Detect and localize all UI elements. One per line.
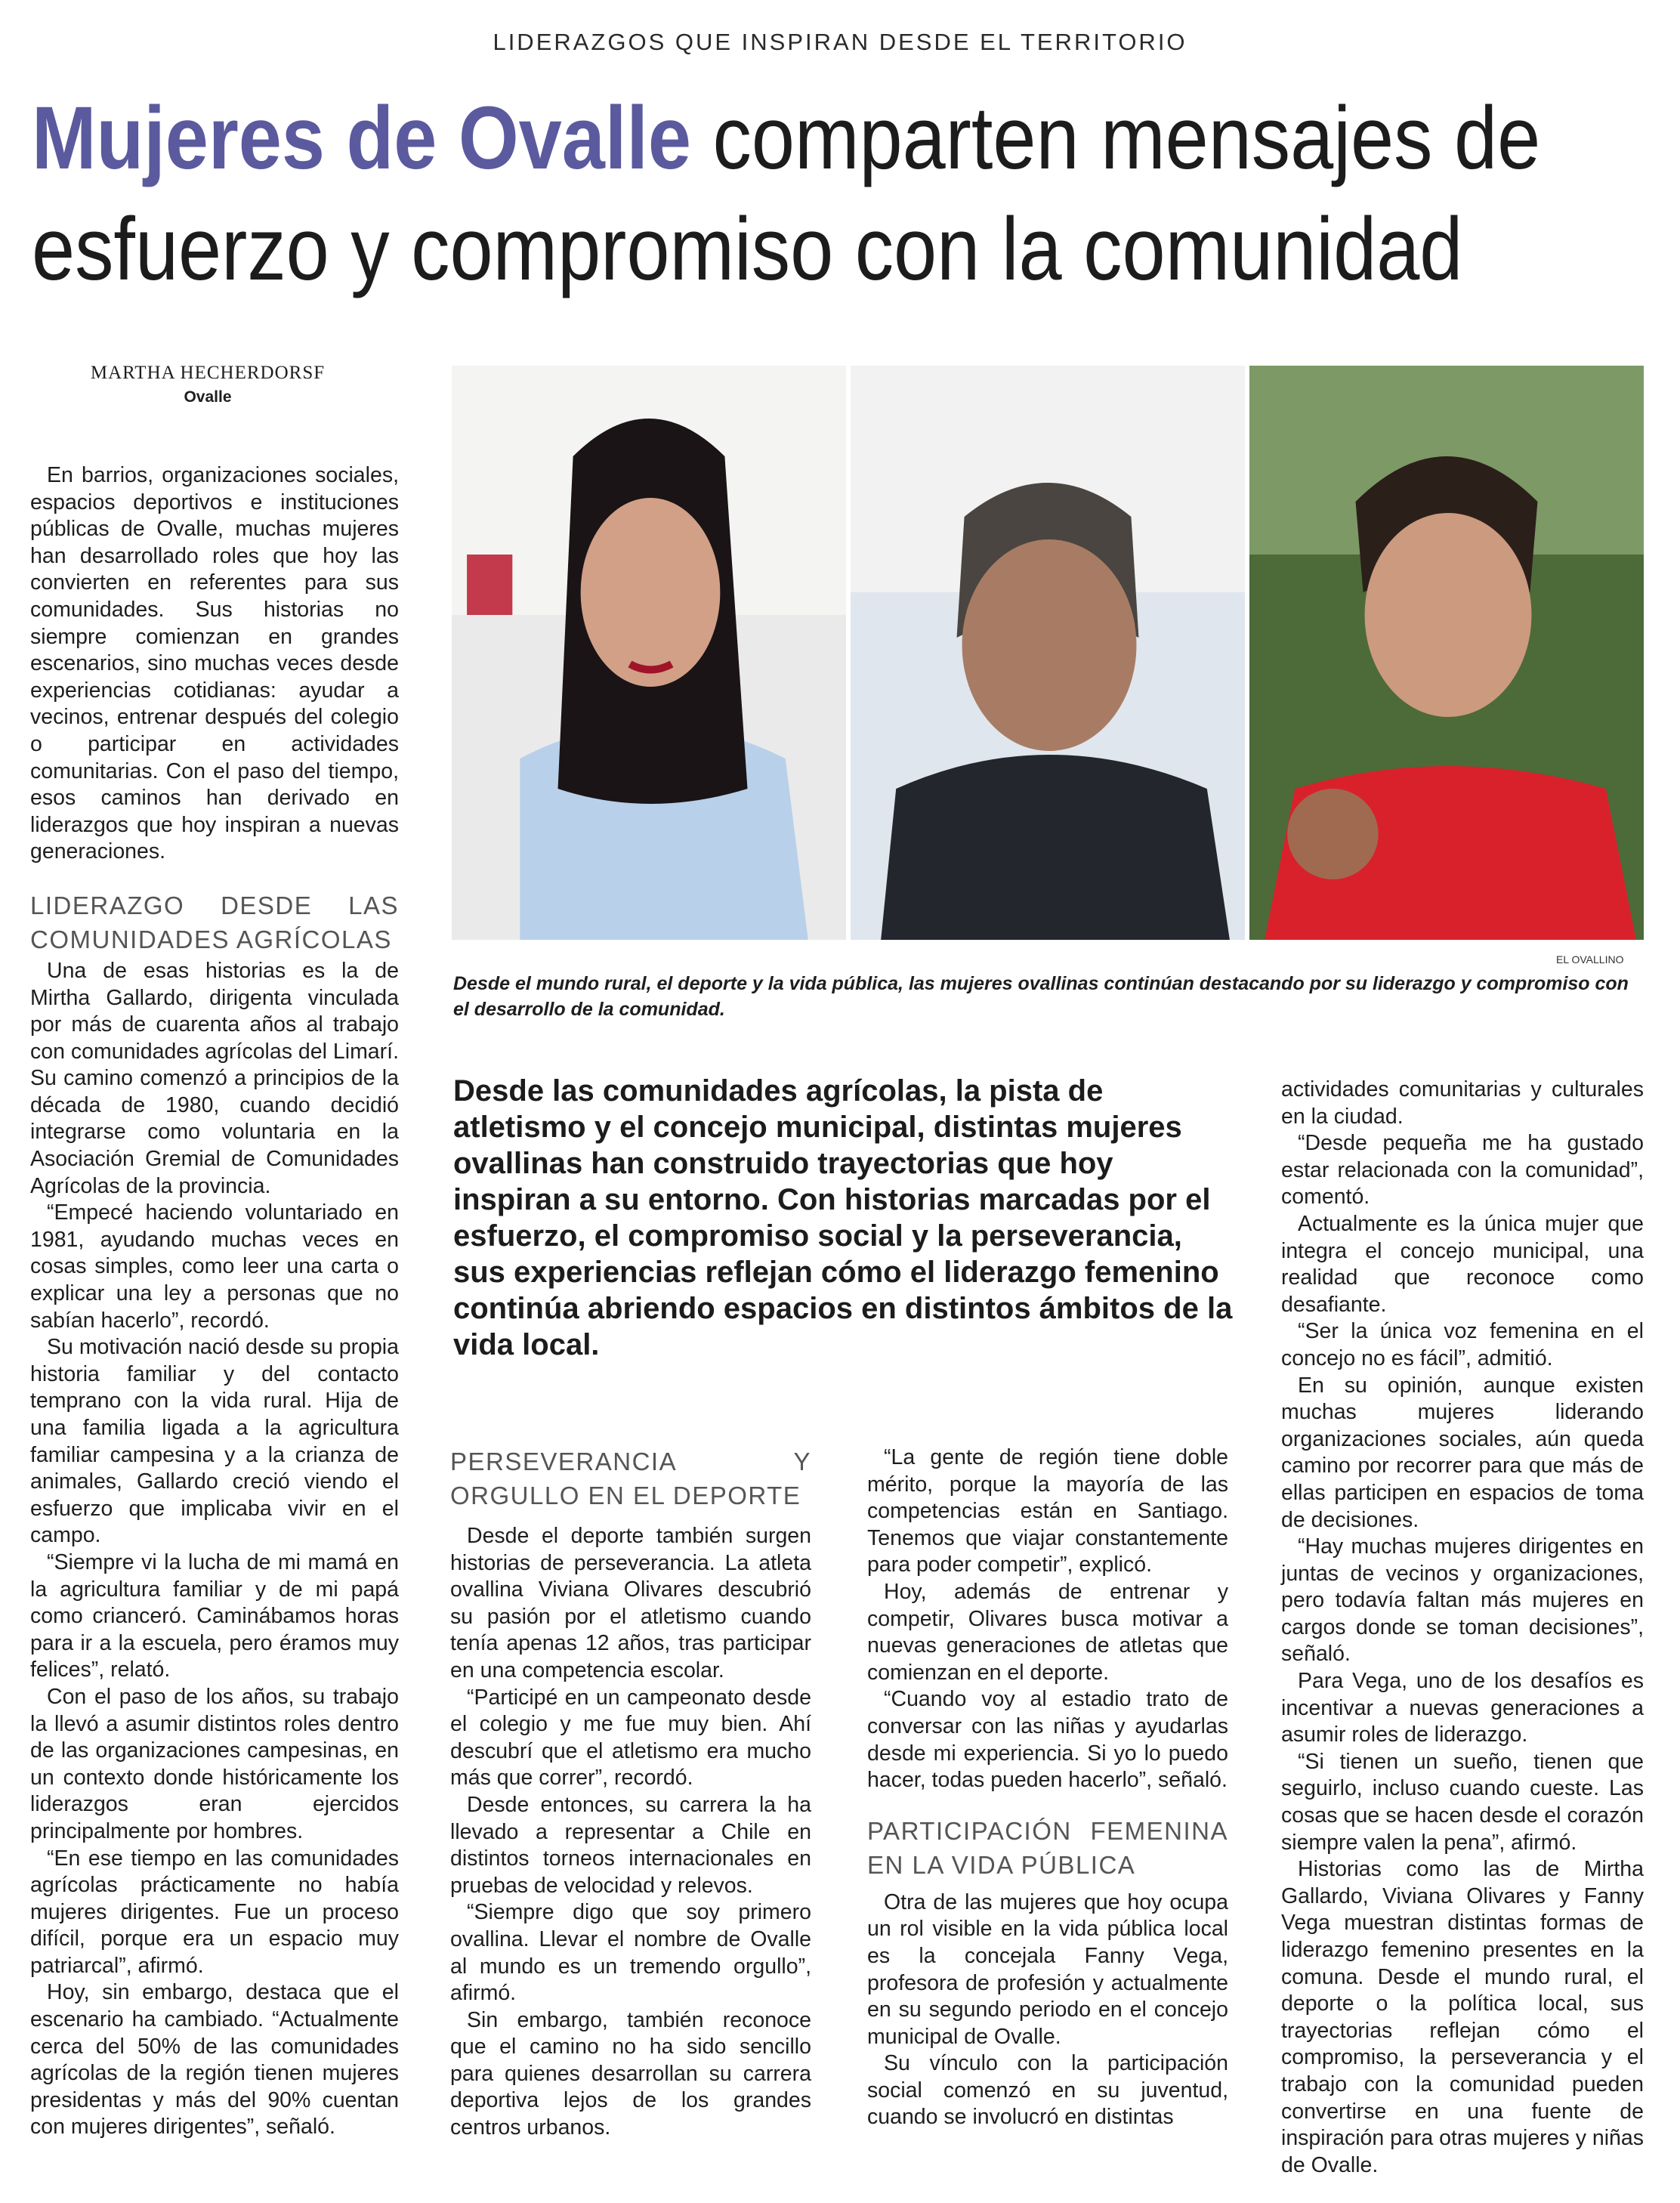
paragraph: “Siempre digo que soy primero ovallina. Llevar el nombre de Ovalle al mundo es un tremendo orgullo”, afirmó.: [450, 1900, 811, 2006]
paragraph: Sin embargo, también reconoce que el camino no ha sido sencillo para quienes desarrollan su carrera deportiva lejos de los grandes centros urbanos.: [450, 2007, 811, 2140]
paragraph: Hoy, sin embargo, destaca que el escenario ha cambiado. “Actualmente cerca del 50% de las comunidades agrícolas de la región tienen mujeres presidentas y más del 90% cuentan con mujeres dirigentes”, señaló.: [30, 1980, 399, 2140]
paragraph: Con el paso de los años, su trabajo la llevó a asumir distintos roles dentro de las organizaciones campesinas, en un contexto donde históricamente los liderazgos eran ejercidos principalmente por hombres.: [30, 1684, 399, 1843]
paragraph: Para Vega, uno de los desafíos es incentivar a nuevas generaciones a asumir roles de liderazgo.: [1281, 1669, 1644, 1747]
paragraph: “Desde pequeña me ha gustado estar relacionada con la comunidad”, comentó.: [1281, 1131, 1644, 1210]
photo-credit: EL OVALLINO: [1556, 953, 1624, 966]
headline-line-2: esfuerzo y compromiso con la comunidad: [32, 199, 1463, 299]
paragraph: Actualmente es la única mujer que integra el concejo municipal, una realidad que reconoce como desafiante.: [1281, 1211, 1644, 1317]
headline-line-1: [32, 82, 1541, 195]
photo-strip: [452, 366, 1644, 940]
column-4: [1281, 1077, 1644, 2179]
subhead-deporte: PERSEVERANCIA Y ORGULLO EN EL DEPORTE: [450, 1448, 811, 1509]
headline-line-1-rest: comparten mensajes de: [691, 88, 1541, 188]
paragraph: Otra de las mujeres que hoy ocupa un rol visible en la vida pública local es la concejala Fanny Vega, profesora de profesión y actualmente en su segundo periodo en el concejo municipal de Ovalle.: [867, 1889, 1228, 2049]
paragraph: Su motivación nació desde su propia historia familiar y del contacto temprano con la vida rural. Hija de una familia ligada a la agricultura familiar campesina y a la crianza de animales, Gallardo creció viendo el esfuerzo que implicaba vivir en el campo.: [30, 1335, 399, 1548]
intro-paragraph: En barrios, organizaciones sociales, espacios deportivos e instituciones públicas de Ovalle, muchas mujeres han desarrollado roles que hoy las convierten en referentes para sus comunidades. Sus historias no siempre comienzan en grandes escenarios, sino muchas veces desde experiencias cotidianas: ayudar a vecinos, entrenar después del colegio o participar en actividades comunitarias. Con el paso del tiempo, esos caminos han derivado en liderazgos que hoy inspiran a nuevas generaciones.: [30, 463, 399, 864]
paragraph: “Siempre vi la lucha de mi mamá en la agricultura familiar y de mi papá como crianceró. Caminábamos horas para ir a la escuela, pero éramos muy felices”, relató.: [30, 1550, 399, 1682]
paragraph: “Hay muchas mujeres dirigentes en juntas de vecinos y organizaciones, pero todavía faltan más mujeres en cargos donde se toman decisiones”, señaló.: [1281, 1534, 1644, 1667]
photo-mirtha: [452, 366, 846, 940]
continuation: actividades comunitarias y culturales en la ciudad.: [1281, 1077, 1644, 1129]
section-kicker: LIDERAZGOS QUE INSPIRAN DESDE EL TERRITORIO: [493, 29, 1187, 55]
paragraph: “Participé en un campeonato desde el colegio y me fue muy bien. Ahí descubrí que el atletismo era mucho más que correr”, recordó.: [450, 1685, 811, 1791]
column-3: [867, 1444, 1228, 2131]
photo-viviana: [851, 366, 1245, 940]
dateline: Ovalle: [184, 388, 232, 406]
paragraph: Desde el deporte también surgen historias de perseverancia. La atleta ovallina Viviana Olivares descubrió su pasión por el atletismo cuando tenía apenas 12 años, tras participar en una competencia escolar.: [450, 1524, 811, 1682]
photo-caption: Desde el mundo rural, el deporte y la vida pública, las mujeres ovallinas continúan destacando por su liderazgo y compromiso con el desarrollo de la comunidad.: [453, 973, 1629, 1020]
paragraph: “Si tienen un sueño, tienen que seguirlo, incluso cuando cueste. Las cosas que se hacen desde el corazón siempre valen la pena”, afirmó.: [1281, 1749, 1644, 1855]
paragraph: “Cuando voy al estadio trato de conversar con las niñas y ayudarlas desde mi experiencia. Si yo lo puedo hacer, todas pueden hacerlo”, señaló.: [867, 1687, 1228, 1793]
column-2: [450, 1444, 811, 2142]
paragraph: “La gente de región tiene doble mérito, porque la mayoría de las competencias están en Santiago. Tenemos que viajar constantemente para poder competir”, explicó.: [867, 1445, 1228, 1577]
subhead-agricola: LIDERAZGO DESDE LAS COMUNIDADES AGRÍCOLAS: [30, 891, 399, 953]
paragraph: Hoy, además de entrenar y competir, Olivares busca motivar a nuevas generaciones de atletas que comienzan en el deporte.: [867, 1579, 1228, 1685]
lead-paragraph: Desde las comunidades agrícolas, la pista de atletismo y el concejo municipal, distintas mujeres ovallinas han construido trayectorias que hoy inspiran a su entorno. Con historias marcadas por el esfuerzo, el compromiso social y la perseverancia, sus experiencias reflejan cómo el liderazgo femenino continúa abriendo espacios en distintos ámbitos de la vida local.: [453, 1074, 1233, 1361]
paragraph: Desde entonces, su carrera la ha llevado a representar a Chile en distintos torneos internacionales en pruebas de velocidad y relevos.: [450, 1792, 811, 1898]
paragraph: Historias como las de Mirtha Gallardo, Viviana Olivares y Fanny Vega muestran distintas formas de liderazgo femenino presentes en la comuna. Desde el mundo rural, el deporte o la política local, sus trayectorias reflejan cómo el compromiso, la perseverancia y el trabajo con la comunidad pueden convertirse en una fuente de inspiración para otras mujeres y niñas de Ovalle.: [1281, 1857, 1644, 2177]
paragraph: “Empecé haciendo voluntariado en 1981, ayudando muchas veces en cosas simples, como leer una carta o explicar una ley a personas que no sabían hacerlo”, recordó.: [30, 1200, 399, 1333]
paragraph: Su vínculo con la participación social comenzó en su juventud, cuando se involucró en distintas: [867, 2051, 1228, 2130]
author-byline: MARTHA HECHERDORSF: [90, 363, 326, 383]
headline-accent: Mujeres de Ovalle: [32, 88, 692, 188]
column-1: [30, 462, 399, 2141]
paragraph: Una de esas historias es la de Mirtha Gallardo, dirigenta vinculada por más de cuarenta años al trabajo con comunidades agrícolas del Limarí. Su camino comenzó a principios de la década de 1980, cuando decidió integrarse como voluntaria en la Asociación Gremial de Comunidades Agrícolas de la provincia.: [30, 958, 399, 1198]
paragraph: “En ese tiempo en las comunidades agrícolas prácticamente no había mujeres dirigentes. Fue un proceso difícil, porque era un espacio muy patriarcal”, afirmó.: [30, 1846, 399, 1978]
paragraph: En su opinión, aunque existen muchas mujeres liderando organizaciones sociales, aún queda camino por recorrer para que más de ellas participen en espacios de toma de decisiones.: [1281, 1373, 1644, 1532]
paragraph: “Ser la única voz femenina en el concejo no es fácil”, admitió.: [1281, 1319, 1644, 1370]
subhead-vida-publica: PARTICIPACIÓN FEMENINA EN LA VIDA PÚBLICA: [867, 1816, 1228, 1879]
photo-fanny: [1249, 366, 1644, 940]
